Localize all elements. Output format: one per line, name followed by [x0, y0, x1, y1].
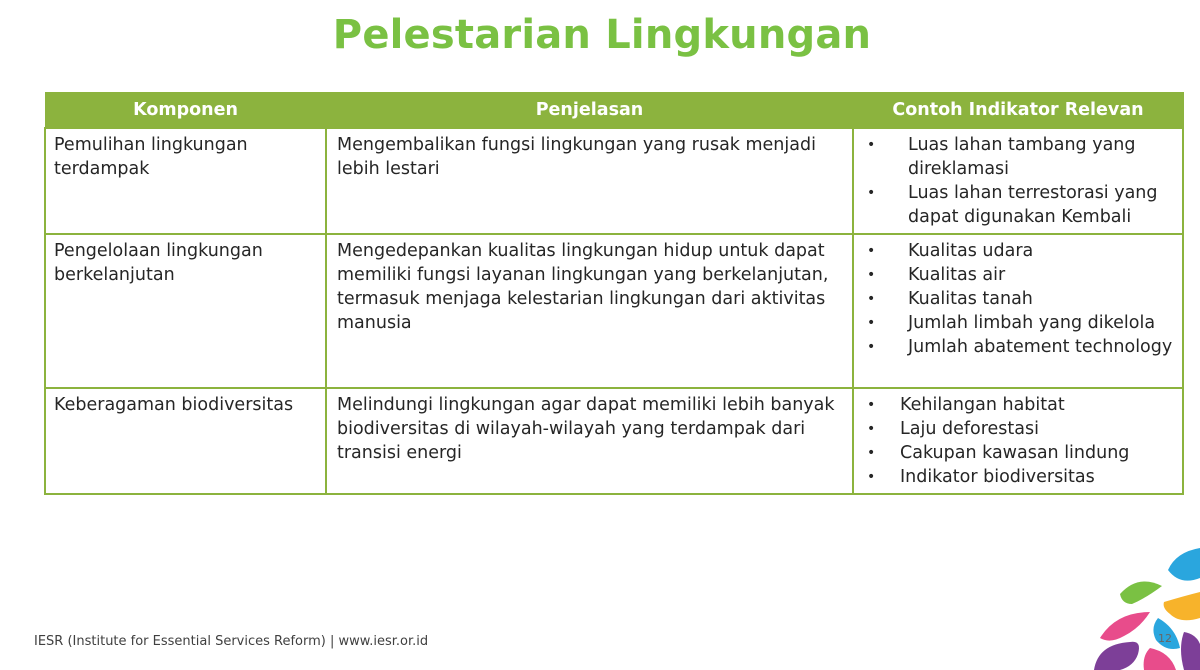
list-item: • Jumlah limbah yang dikelola	[867, 313, 1156, 333]
list-item: • Kehilangan habitat	[867, 395, 1065, 415]
list-item: • Indikator biodiversitas	[867, 467, 1095, 487]
indicator-list	[862, 393, 1174, 489]
bullet-icon: •	[867, 397, 876, 413]
header-indikator: Contoh Indikator Relevan	[853, 92, 1183, 128]
list-item: • Laju deforestasi	[867, 419, 1039, 439]
bullet-icon: •	[867, 339, 876, 355]
bullet-icon: •	[867, 267, 876, 283]
indicator-list	[862, 239, 1174, 359]
header-penjelasan: Penjelasan	[326, 92, 853, 128]
list-item: • Jumlah abatement technology	[867, 337, 1173, 357]
list-item: • Cakupan kawasan lindung	[867, 443, 1130, 463]
table-header-row	[45, 92, 1183, 128]
bullet-icon: •	[867, 469, 876, 485]
list-item: • Kualitas air	[867, 265, 1006, 285]
page-title: Pelestarian Lingkungan	[332, 12, 872, 58]
cell-komponen: Pemulihan lingkungan terdampak	[45, 128, 326, 234]
page-number: 12	[1158, 632, 1172, 645]
cell-komponen: Pengelolaan lingkungan berkelanjutan	[45, 234, 326, 388]
list-item: • Kualitas tanah	[867, 289, 1033, 309]
bullet-icon: •	[867, 243, 876, 259]
list-item: • Luas lahan tambang yang direklamasi	[867, 135, 1136, 179]
bullet-icon: •	[867, 291, 876, 307]
cell-penjelasan: Mengedepankan kualitas lingkungan hidup untuk dapat memiliki fungsi layanan lingkungan yang berkelanjutan, termasuk menjaga kelestarian lingkungan dari aktivitas manusia	[326, 234, 853, 388]
bullet-icon: •	[867, 421, 876, 437]
table-row	[45, 388, 1183, 494]
bullet-icon: •	[867, 445, 876, 461]
bullet-icon: •	[867, 137, 876, 153]
bullet-icon: •	[867, 185, 876, 201]
bullet-icon: •	[867, 315, 876, 331]
cell-komponen: Keberagaman biodiversitas	[45, 388, 326, 494]
footer-text: IESR (Institute for Essential Services Reform) | www.iesr.or.id	[34, 634, 429, 649]
table-row	[45, 128, 1183, 234]
indicator-table	[44, 92, 1184, 495]
cell-indikator	[853, 128, 1183, 234]
brand-logo-icon	[1080, 548, 1200, 670]
indicator-list	[862, 133, 1174, 229]
cell-penjelasan: Mengembalikan fungsi lingkungan yang rusak menjadi lebih lestari	[326, 128, 853, 234]
header-komponen: Komponen	[45, 92, 326, 128]
cell-penjelasan: Melindungi lingkungan agar dapat memiliki lebih banyak biodiversitas di wilayah-wilayah yang terdampak dari transisi energi	[326, 388, 853, 494]
table-row	[45, 234, 1183, 388]
cell-indikator	[853, 388, 1183, 494]
list-item: • Kualitas udara	[867, 241, 1034, 261]
cell-indikator	[853, 234, 1183, 388]
list-item: • Luas lahan terrestorasi yang dapat digunakan Kembali	[867, 183, 1158, 227]
